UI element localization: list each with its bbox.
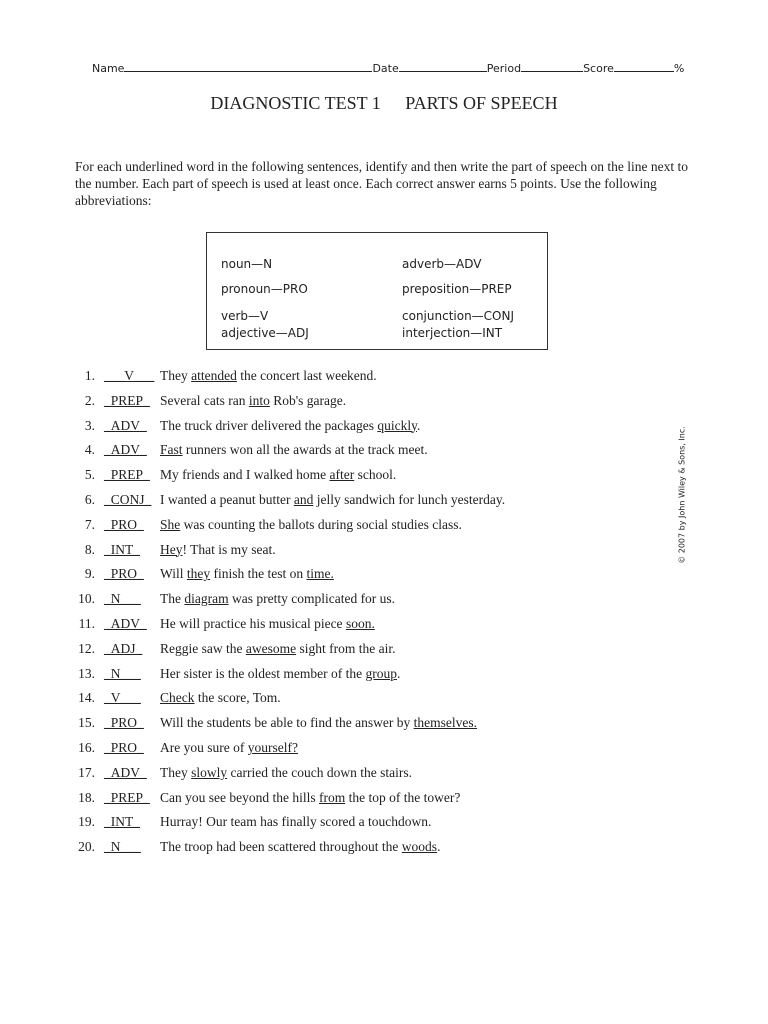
question-number: 10. xyxy=(78,591,95,607)
question-sentence: My friends and I walked home after school. xyxy=(160,467,397,483)
question-sentence: Her sister is the oldest member of the group. xyxy=(160,665,401,681)
answer-text: _PRO_ xyxy=(104,516,144,532)
underlined-word: slowly xyxy=(191,764,228,780)
answer-text: _N___ xyxy=(104,839,141,855)
copyright-notice xyxy=(676,420,688,570)
answer-blank[interactable] xyxy=(104,740,144,756)
underlined-word: soon. xyxy=(345,616,375,631)
legend-verb: verb—V xyxy=(221,309,269,323)
question-sentence: Hurray! Our team has finally scored a touchdown. xyxy=(160,814,432,830)
answer-text: ___V___ xyxy=(104,368,155,383)
question-sentence: Fast runners won all the awards at the track meet. xyxy=(160,442,428,458)
period-label: Period xyxy=(486,62,522,75)
underlined-word: Hey xyxy=(160,541,183,557)
question-sentence: Check the score, Tom. xyxy=(160,690,281,706)
answer-text: _N___ xyxy=(104,665,141,681)
score-label: Score xyxy=(583,62,614,75)
legend-adjective: adjective—ADJ xyxy=(221,326,309,340)
underlined-word: yourself? xyxy=(247,740,298,755)
question-number: 15. xyxy=(78,715,95,731)
instructions: For each underlined word in the following sentences, identify and then write the part of speech on the line next to the number. Each part of speech is used at least once. Each correct answer earns 5 points. Use the following abbreviations: xyxy=(75,159,688,208)
answer-blank[interactable] xyxy=(104,641,142,657)
underlined-word: awesome xyxy=(245,640,297,656)
question-number: 12. xyxy=(78,640,95,656)
answer-blank[interactable] xyxy=(104,765,147,781)
underlined-word: time. xyxy=(306,566,334,582)
underlined-word: from xyxy=(318,789,346,805)
answer-text: _ADJ_ xyxy=(104,640,143,656)
question-number: 18. xyxy=(78,789,95,805)
underlined-word: they xyxy=(186,566,211,582)
legend-preposition: preposition—PREP xyxy=(402,282,512,296)
question-number: 1. xyxy=(84,368,95,383)
answer-text: _CONJ_ xyxy=(104,492,152,507)
question-number: 16. xyxy=(78,740,95,755)
page-title xyxy=(0,93,768,114)
question-sentence: Will they finish the test on time. xyxy=(160,566,334,582)
date-label: Date xyxy=(372,62,399,75)
answer-blank[interactable] xyxy=(104,591,141,607)
question-sentence: Will the students be able to find the answer by themselves. xyxy=(160,715,478,731)
answer-text: _ADV_ xyxy=(104,442,147,458)
answer-blank[interactable] xyxy=(104,814,140,830)
answer-blank[interactable] xyxy=(104,393,150,409)
question-sentence: He will practice his musical piece soon. xyxy=(160,616,375,631)
legend-pronoun: pronoun—PRO xyxy=(221,282,308,296)
underlined-word: after xyxy=(329,467,355,483)
question-number: 7. xyxy=(84,516,95,532)
answer-blank[interactable] xyxy=(104,368,154,384)
legend-conjunction: conjunction—CONJ xyxy=(402,309,515,323)
question-sentence: She was counting the ballots during social studies class. xyxy=(160,516,462,532)
answer-text: _PRO_ xyxy=(104,740,144,755)
answer-blank[interactable] xyxy=(104,542,140,558)
underlined-word: group xyxy=(365,665,397,681)
name-label: Name xyxy=(92,62,125,75)
answer-text: _PRO_ xyxy=(104,715,144,731)
underlined-word: Fast xyxy=(160,442,183,458)
question-number: 3. xyxy=(84,417,95,433)
question-number: 20. xyxy=(78,839,95,855)
answer-text: _INT_ xyxy=(104,814,140,830)
question-sentence: Can you see beyond the hills from the top of the tower? xyxy=(160,789,461,805)
question-sentence: The troop had been scattered throughout the woods. xyxy=(160,839,441,855)
answer-text: _ADV_ xyxy=(104,417,147,433)
answer-text: _V___ xyxy=(104,690,141,706)
answer-blank[interactable] xyxy=(104,517,144,533)
question-number: 17. xyxy=(78,764,95,780)
underlined-word: themselves. xyxy=(413,715,478,731)
underlined-word: into xyxy=(248,392,270,408)
abbreviation-legend xyxy=(206,232,548,350)
answer-blank[interactable] xyxy=(104,690,141,706)
question-number: 2. xyxy=(84,392,95,408)
question-sentence: The truck driver delivered the packages quickly. xyxy=(160,417,421,433)
answer-blank[interactable] xyxy=(104,442,147,458)
underlined-word: She xyxy=(160,516,181,532)
answer-text: _ADV_ xyxy=(104,764,147,780)
question-sentence: They attended the concert last weekend. xyxy=(160,368,377,383)
question-sentence: Several cats ran into Rob's garage. xyxy=(160,392,347,408)
answer-blank[interactable] xyxy=(104,666,141,682)
answer-text: _INT_ xyxy=(104,541,140,557)
copyright-text: © 2007 by John Wiley & Sons, Inc. xyxy=(677,426,687,564)
underlined-word: Check xyxy=(160,690,195,706)
period-field[interactable] xyxy=(521,61,583,72)
legend-adverb: adverb—ADV xyxy=(402,257,482,271)
answer-text: _PREP_ xyxy=(104,392,150,408)
answer-blank[interactable] xyxy=(104,492,151,508)
answer-blank[interactable] xyxy=(104,715,144,731)
underlined-word: and xyxy=(293,492,314,507)
question-number: 13. xyxy=(78,665,95,681)
title-test: DIAGNOSTIC TEST 1 xyxy=(210,93,381,113)
underlined-word: woods xyxy=(401,839,438,855)
answer-text: _PRO_ xyxy=(104,566,144,582)
question-sentence: I wanted a peanut butter and jelly sandwich for lunch yesterday. xyxy=(160,492,506,507)
answer-text: _PREP_ xyxy=(104,789,150,805)
question-number: 19. xyxy=(78,814,95,830)
underlined-word: attended xyxy=(191,368,237,383)
question-number: 11. xyxy=(78,616,95,631)
score-field[interactable] xyxy=(614,61,674,72)
header-fields xyxy=(92,61,692,75)
date-field[interactable] xyxy=(399,61,487,72)
question-number: 4. xyxy=(84,442,95,458)
underlined-word: diagram xyxy=(184,591,229,607)
legend-noun: noun—N xyxy=(221,257,273,271)
answer-blank[interactable] xyxy=(104,839,141,855)
answer-blank[interactable] xyxy=(104,418,147,434)
answer-text: _PREP_ xyxy=(104,467,150,483)
percent-sign: % xyxy=(673,62,685,75)
name-field[interactable] xyxy=(124,61,372,72)
question-number: 6. xyxy=(84,492,95,507)
question-sentence: The diagram was pretty complicated for us. xyxy=(160,591,396,607)
answer-blank[interactable] xyxy=(104,616,147,632)
question-number: 14. xyxy=(78,690,95,706)
title-topic: PARTS OF SPEECH xyxy=(405,93,558,113)
question-number: 9. xyxy=(84,566,95,582)
question-sentence: Hey! That is my seat. xyxy=(160,541,276,557)
question-sentence: Reggie saw the awesome sight from the air. xyxy=(160,640,396,656)
answer-text: _ADV_ xyxy=(104,616,147,631)
answer-blank[interactable] xyxy=(104,566,144,582)
question-number: 8. xyxy=(84,541,95,557)
answer-blank[interactable] xyxy=(104,790,150,806)
question-sentence: They slowly carried the couch down the stairs. xyxy=(160,764,412,780)
underlined-word: quickly xyxy=(377,417,418,433)
answer-blank[interactable] xyxy=(104,467,150,483)
legend-interjection: interjection—INT xyxy=(402,326,503,340)
question-sentence: Are you sure of yourself? xyxy=(160,740,298,755)
answer-text: _N___ xyxy=(104,591,141,607)
question-number: 5. xyxy=(84,467,95,483)
